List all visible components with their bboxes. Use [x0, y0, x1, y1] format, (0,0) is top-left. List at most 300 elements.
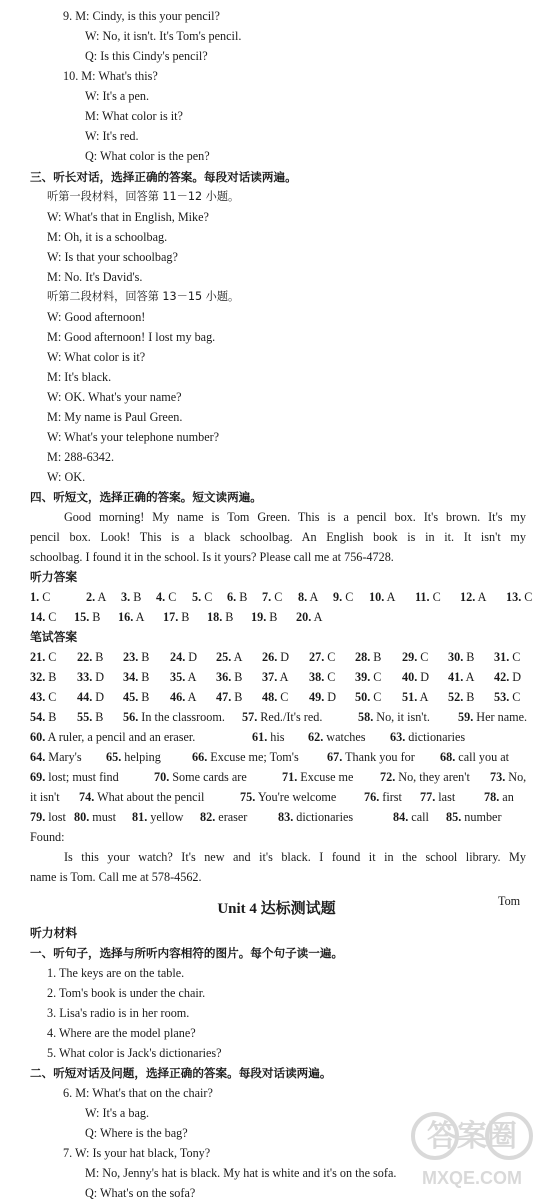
answer-value: D [512, 670, 522, 684]
found-paragraph-line: Is this your watch? It's new and it's black. I found it in the school library. My [64, 850, 526, 864]
answer-value: What about the pencil [97, 790, 205, 804]
answer-item [207, 609, 233, 625]
answer-number: 39. [355, 670, 371, 684]
answer-number: 85. [446, 810, 462, 824]
answer-value: B [234, 670, 243, 684]
sentence-item: 5. What color is Jack's dictionaries? [47, 1046, 222, 1060]
answer-number: 66. [192, 750, 208, 764]
answer-number: 75. [240, 790, 256, 804]
answer-value: dictionaries [296, 810, 354, 824]
answer-value: C [48, 690, 57, 704]
answer-number: 23. [123, 650, 139, 664]
answer-number: 2. [86, 590, 96, 604]
section3-d2-line: W: Good afternoon! [47, 310, 146, 324]
answer-item [358, 709, 430, 725]
section3-d2-line: W: OK. [47, 470, 86, 484]
answer-item [262, 649, 289, 665]
q9-line-w: W: No, it isn't. It's Tom's pencil. [85, 29, 242, 43]
answer-value: A [187, 690, 197, 704]
answer-value: B [48, 710, 57, 724]
q10-line-q: Q: What color is the pen? [85, 149, 210, 163]
answer-number: 35. [170, 670, 186, 684]
q10-line-m2: M: What color is it? [85, 109, 183, 123]
answer-item [251, 609, 277, 625]
answer-number: 79. [30, 810, 46, 824]
answer-value: C [168, 590, 177, 604]
answer-value: Excuse me; Tom's [210, 750, 299, 764]
answer-number: 47. [216, 690, 232, 704]
answer-item [30, 709, 56, 725]
answer-item [170, 689, 196, 705]
answer-value: In the classroom. [141, 710, 225, 724]
answer-item [74, 809, 116, 825]
section3-intro1: 听第一段材料，回答第 11－12 小题。 [47, 190, 240, 203]
answer-value: C [327, 670, 336, 684]
answer-item [30, 789, 60, 805]
answer-number: 36. [216, 670, 232, 684]
answer-item [494, 669, 521, 685]
answer-item [278, 809, 353, 825]
answer-value: B [269, 610, 278, 624]
answer-value: B [225, 610, 234, 624]
answer-item [123, 689, 149, 705]
answer-number: 65. [106, 750, 122, 764]
answer-number: 54. [30, 710, 46, 724]
answer-item [355, 669, 381, 685]
answer-item [262, 669, 288, 685]
answer-item [448, 669, 474, 685]
listening-answers-heading: 听力答案 [30, 570, 78, 584]
q10-line-m: 10. M: What's this? [63, 69, 158, 83]
q9-line-m: 9. M: Cindy, is this your pencil? [63, 9, 220, 23]
answer-number: 38. [309, 670, 325, 684]
answer-item [252, 729, 285, 745]
q10-line-w1: W: It's a pen. [85, 89, 150, 103]
answer-item [30, 649, 56, 665]
section3-d2-line: M: My name is Paul Green. [47, 410, 183, 424]
answer-number: 22. [77, 650, 93, 664]
answer-item [216, 649, 242, 665]
answer-value: last [438, 790, 456, 804]
answer-value: helping [124, 750, 161, 764]
answer-value: yellow [150, 810, 184, 824]
answer-number: 67. [327, 750, 343, 764]
answer-value: B [373, 650, 382, 664]
watermark-url: MXQE.COM [421, 1168, 523, 1188]
answer-item [355, 689, 381, 705]
answer-number: 7. [262, 590, 272, 604]
answer-item [369, 589, 395, 605]
answer-number: 20. [296, 610, 312, 624]
answer-number: 4. [156, 590, 166, 604]
answer-number: 34. [123, 670, 139, 684]
section3-d1-line: M: Oh, it is a schoolbag. [47, 230, 168, 244]
answer-number: 71. [282, 770, 298, 784]
answer-value: B [95, 710, 104, 724]
answer-item [309, 669, 335, 685]
answer-value: D [95, 690, 105, 704]
answer-value: Red./It's red. [260, 710, 323, 724]
answer-number: 70. [154, 770, 170, 784]
answer-item [494, 689, 520, 705]
answer-number: 63. [390, 730, 406, 744]
section4-heading: 四、听短文，选择正确的答案。短文读两遍。 [30, 490, 262, 504]
answer-item [506, 589, 532, 605]
answer-value: C [512, 690, 521, 704]
answer-number: 27. [309, 650, 325, 664]
answer-value: B [141, 670, 150, 684]
sentence-item: 1. The keys are on the table. [47, 966, 185, 980]
answer-number: 81. [132, 810, 148, 824]
section3-heading: 三、听长对话，选择正确的答案。每段对话读两遍。 [30, 170, 297, 184]
answer-value: D [420, 670, 430, 684]
section3-d1-line: M: No. It's David's. [47, 270, 143, 284]
answer-number: 9. [333, 590, 343, 604]
answer-number: 13. [506, 590, 522, 604]
found-label: Found: [30, 830, 65, 844]
answer-item [30, 809, 66, 825]
answer-item [170, 649, 197, 665]
answer-number: 18. [207, 610, 223, 624]
answer-item [216, 669, 242, 685]
answer-value: dictionaries [408, 730, 466, 744]
answer-value: must [92, 810, 116, 824]
answer-item [123, 649, 149, 665]
answer-number: 29. [402, 650, 418, 664]
answer-number: 68. [440, 750, 456, 764]
answer-number: 55. [77, 710, 93, 724]
answer-item [380, 769, 470, 785]
answer-number: 74. [79, 790, 95, 804]
answer-value: C [345, 590, 354, 604]
answer-number: 42. [494, 670, 510, 684]
sentence-item: 2. Tom's book is under the chair. [47, 986, 206, 1000]
answer-number: 77. [420, 790, 436, 804]
answer-value: B [141, 650, 150, 664]
answer-value: call [411, 810, 429, 824]
answer-item [227, 589, 247, 605]
answer-item [490, 769, 526, 785]
answer-item [30, 669, 56, 685]
section4-paragraph-line: pencil box. Look! This is a black schoolbag. An English book is in it. It isn't my [30, 530, 526, 544]
answer-item [79, 789, 204, 805]
answer-item [156, 589, 176, 605]
answer-number: 6. [227, 590, 237, 604]
answer-item [308, 729, 366, 745]
answer-number: 19. [251, 610, 267, 624]
found-paragraph-line: name is Tom. Call me at 578-4562. [30, 870, 202, 884]
answer-value: A ruler, a pencil and an eraser. [47, 730, 196, 744]
answer-number: 41. [448, 670, 464, 684]
answer-value: an [502, 790, 514, 804]
answer-number: 69. [30, 770, 46, 784]
answer-number: 17. [163, 610, 179, 624]
answer-item [262, 589, 282, 605]
q7-line-m: M: No, Jenny's hat is black. My hat is white and it's on the sofa. [85, 1166, 397, 1180]
answer-item [364, 789, 402, 805]
answer-number: 49. [309, 690, 325, 704]
answer-value: A [233, 650, 243, 664]
section3-d1-line: W: Is that your schoolbag? [47, 250, 178, 264]
answer-number: 58. [358, 710, 374, 724]
sentence-item: 3. Lisa's radio is in her room. [47, 1006, 190, 1020]
answer-item [333, 589, 353, 605]
answer-item [415, 589, 441, 605]
answer-value: Mary's [48, 750, 82, 764]
answer-item [30, 769, 119, 785]
answer-item [460, 589, 486, 605]
answer-value: A [309, 590, 319, 604]
answer-value: Some cards are [172, 770, 247, 784]
answer-item [121, 589, 141, 605]
answer-number: 46. [170, 690, 186, 704]
answer-item [192, 589, 212, 605]
answer-item [402, 689, 428, 705]
answer-value: A [313, 610, 323, 624]
answer-number: 15. [74, 610, 90, 624]
answer-number: 25. [216, 650, 232, 664]
q6-line-w: W: It's a bag. [85, 1106, 150, 1120]
answer-item [106, 749, 161, 765]
answer-number: 72. [380, 770, 396, 784]
answer-value: C [204, 590, 213, 604]
answer-item [154, 769, 247, 785]
answer-value: C [42, 590, 51, 604]
answer-number: 57. [242, 710, 258, 724]
answer-number: 10. [369, 590, 385, 604]
section3-d2-line: W: What's your telephone number? [47, 430, 220, 444]
answer-number: 3. [121, 590, 131, 604]
answer-value: C [524, 590, 533, 604]
watermark-logo [397, 1104, 547, 1194]
answer-number: 84. [393, 810, 409, 824]
answer-value: A [135, 610, 145, 624]
answer-value: C [48, 610, 57, 624]
answer-item [446, 809, 502, 825]
answer-value: number [464, 810, 502, 824]
answer-number: 28. [355, 650, 371, 664]
answer-value: C [280, 690, 289, 704]
answer-value: call you at [458, 750, 510, 764]
answer-value: C [48, 650, 57, 664]
answer-value: D [327, 690, 337, 704]
answer-item [327, 749, 415, 765]
answer-number: 61. [252, 730, 268, 744]
answer-item [494, 649, 520, 665]
q7-line-q: Q: What's on the sofa? [85, 1186, 196, 1200]
answer-value: B [234, 690, 243, 704]
answer-value: B [181, 610, 190, 624]
answer-item [30, 589, 50, 605]
answer-item [448, 649, 474, 665]
answer-item [298, 589, 318, 605]
answer-number: 32. [30, 670, 46, 684]
answer-number: 1. [30, 590, 40, 604]
answer-item [242, 709, 322, 725]
answer-number: 59. [458, 710, 474, 724]
answer-number: 76. [364, 790, 380, 804]
answer-number: 48. [262, 690, 278, 704]
answer-item [420, 789, 455, 805]
answer-number: 26. [262, 650, 278, 664]
answer-value: D [95, 670, 105, 684]
answer-number: 45. [123, 690, 139, 704]
section3-intro2: 听第二段材料，回答第 13－15 小题。 [47, 290, 240, 303]
answer-number: 31. [494, 650, 510, 664]
answer-number: 8. [298, 590, 308, 604]
answer-item [309, 689, 336, 705]
answer-item [30, 749, 82, 765]
answer-item [262, 689, 288, 705]
answer-item [86, 589, 106, 605]
answer-item [163, 609, 189, 625]
answer-value: B [466, 690, 475, 704]
answer-number: 50. [355, 690, 371, 704]
answer-item [240, 789, 336, 805]
answer-number: 30. [448, 650, 464, 664]
q9-line-q: Q: Is this Cindy's pencil? [85, 49, 208, 63]
answer-value: B [95, 650, 104, 664]
answer-number: 40. [402, 670, 418, 684]
answer-value: first [382, 790, 402, 804]
answer-number: 62. [308, 730, 324, 744]
answer-value: A [386, 590, 396, 604]
answer-value: lost; must find [48, 770, 119, 784]
sentence-item: 4. Where are the model plane? [47, 1026, 196, 1040]
answer-item [30, 689, 56, 705]
answer-item [118, 609, 144, 625]
written-answers-heading: 笔试答案 [30, 630, 78, 644]
q6-line-m: 6. M: What's that on the chair? [63, 1086, 213, 1100]
answer-value: B [133, 590, 142, 604]
answer-item [484, 789, 514, 805]
section3-d1-line: W: What's that in English, Mike? [47, 210, 209, 224]
section3-d2-line: W: What color is it? [47, 350, 146, 364]
answer-number: 5. [192, 590, 202, 604]
answer-item [448, 689, 474, 705]
answer-number: 64. [30, 750, 46, 764]
unit4-section2-heading: 二、听短对话及问题，选择正确的答案。每段对话读两遍。 [30, 1066, 332, 1080]
answer-item [77, 709, 103, 725]
answer-number: 52. [448, 690, 464, 704]
answer-value: A [279, 670, 289, 684]
answer-value: C [274, 590, 283, 604]
q10-line-w2: W: It's red. [85, 129, 139, 143]
answer-value: You're welcome [257, 790, 337, 804]
answer-number: 12. [460, 590, 476, 604]
section3-d2-line: M: It's black. [47, 370, 112, 384]
answer-item [282, 769, 353, 785]
q7-line-w: 7. W: Is your hat black, Tony? [63, 1146, 211, 1160]
answer-item [200, 809, 247, 825]
section4-paragraph-line: schoolbag. I found it in the school. Is it yours? Please call me at 756-4728. [30, 550, 394, 564]
answer-value: watches [326, 730, 366, 744]
answer-number: 82. [200, 810, 216, 824]
answer-value: Thank you for [345, 750, 415, 764]
answer-number: 21. [30, 650, 46, 664]
answer-item [216, 689, 242, 705]
answer-item [402, 649, 428, 665]
answer-item [30, 609, 56, 625]
answer-value: C [327, 650, 336, 664]
answer-item [123, 709, 225, 725]
answer-number: 51. [402, 690, 418, 704]
answer-item [296, 609, 322, 625]
answer-item [123, 669, 149, 685]
answer-number: 11. [415, 590, 430, 604]
answer-value: his [270, 730, 285, 744]
answer-number: 37. [262, 670, 278, 684]
answer-value: it isn't [30, 790, 60, 804]
answer-value: C [512, 650, 521, 664]
answer-value: C [373, 690, 382, 704]
answer-number: 44. [77, 690, 93, 704]
answer-value: D [188, 650, 198, 664]
answer-value: A [419, 690, 429, 704]
answer-number: 43. [30, 690, 46, 704]
answer-value: A [97, 590, 107, 604]
answer-item [77, 689, 104, 705]
answer-item [458, 709, 527, 725]
answer-value: eraser [218, 810, 248, 824]
section3-d2-line: M: 288-6342. [47, 450, 115, 464]
answer-value: B [92, 610, 101, 624]
answer-number: 60. [30, 730, 46, 744]
section3-d2-line: M: Good afternoon! I lost my bag. [47, 330, 216, 344]
answer-number: 33. [77, 670, 93, 684]
answer-value: No, they aren't [398, 770, 470, 784]
answer-value: No, it isn't. [376, 710, 430, 724]
answer-item [192, 749, 299, 765]
answer-value: D [280, 650, 290, 664]
answer-item [390, 729, 465, 745]
answer-item [77, 649, 103, 665]
signature: Tom [498, 894, 521, 908]
answer-item [355, 649, 381, 665]
answer-item [170, 669, 196, 685]
answer-item [393, 809, 429, 825]
answer-number: 53. [494, 690, 510, 704]
answer-number: 24. [170, 650, 186, 664]
answer-number: 73. [490, 770, 506, 784]
answer-item [402, 669, 429, 685]
answer-value: Her name. [476, 710, 528, 724]
q6-line-q: Q: Where is the bag? [85, 1126, 188, 1140]
answer-item [74, 609, 100, 625]
answer-number: 78. [484, 790, 500, 804]
answer-number: 14. [30, 610, 46, 624]
answer-value: A [465, 670, 475, 684]
answer-value: B [239, 590, 248, 604]
answer-item [30, 729, 195, 745]
answer-item [440, 749, 509, 765]
answer-value: A [477, 590, 487, 604]
answer-number: 16. [118, 610, 134, 624]
answer-value: C [432, 590, 441, 604]
answer-item [77, 669, 104, 685]
answer-value: C [420, 650, 429, 664]
section3-d2-line: W: OK. What's your name? [47, 390, 182, 404]
answer-value: lost [48, 810, 66, 824]
answer-number: 83. [278, 810, 294, 824]
answer-value: A [187, 670, 197, 684]
answer-value: C [373, 670, 382, 684]
answer-value: B [141, 690, 150, 704]
section4-paragraph-line: Good morning! My name is Tom Green. This is a pencil box. It's brown. It's my [64, 510, 526, 524]
answer-value: No, [508, 770, 527, 784]
unit-title: Unit 4 达标测试题 [217, 901, 336, 917]
answer-item [309, 649, 335, 665]
